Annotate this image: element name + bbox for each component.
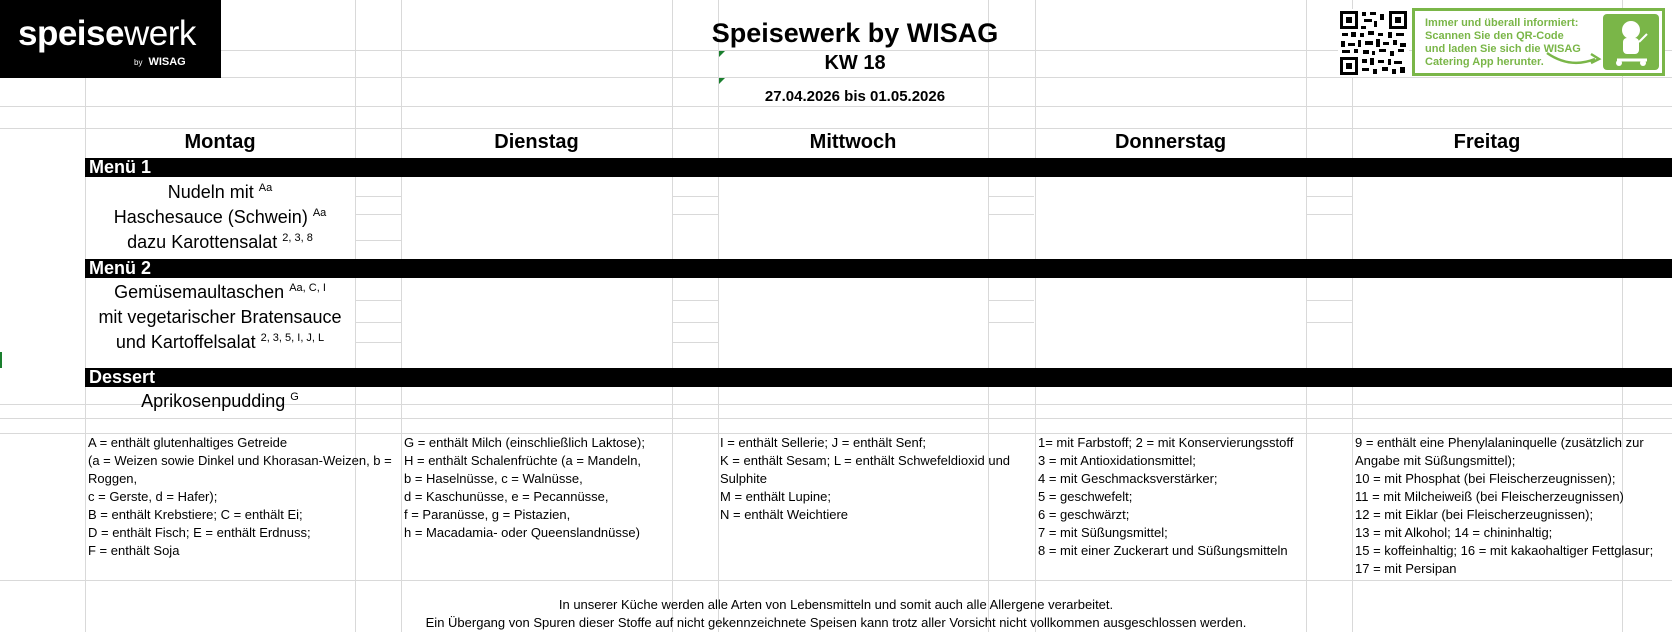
logo-sub: WISAG [148, 56, 186, 68]
logo-by: by [134, 58, 143, 67]
dish-menu-1-monday [85, 180, 355, 255]
dish-line: Nudeln mit $^{Aa}$ [167, 182, 273, 202]
dish-dessert-monday [85, 389, 355, 414]
row-selection-marker [0, 352, 2, 368]
app-mascot-icon [1603, 14, 1659, 70]
day-header-friday: Freitag [1453, 131, 1521, 153]
dish-line: dazu Karottensalat $^{2, 3, 8}$ [127, 232, 313, 252]
legend-col-allergens-g-h: G = enthält Milch (einschließlich Laktose); H = enthält Schalenfrüchte (a = Mandeln, b = Haselnüsse, c = Walnüsse, d = Kaschunüsse, e = Pecannüsse, f = Paranüsse, g = Pistazien, h = Macadamia- oder Queenslandnüsse) [404, 435, 645, 540]
comment-marker-icon [719, 78, 725, 84]
dish-line: Gemüsemaultaschen $^{Aa, C, I}$ [114, 282, 326, 302]
section-bar-dessert: Dessert [85, 368, 1672, 387]
allergen-note-line-1: In unserer Küche werden alle Arten von Lebensmitteln und somit auch alle Allergene verarbeitet. [558, 597, 1114, 612]
app-promo-text: Immer und überall informiert: Scannen Sie den QR-Code und laden Sie sich die WISAG Catering App herunter. [1425, 17, 1581, 68]
comment-marker-icon [719, 51, 725, 57]
legend-col-allergens-i-n: I = enthält Sellerie; J = enthält Senf; K = enthält Sesam; L = enthält Schwefeldioxid und Sulphite M = enthält Lupine; N = enthält Weichtiere [720, 435, 1011, 522]
dish-line: und Kartoffelsalat $^{2, 3, 5, I, J, L}$ [115, 332, 325, 352]
day-header-tuesday: Dienstag [494, 131, 579, 153]
dish-line: Haschesauce (Schwein) $^{Aa}$ [113, 207, 327, 227]
qr-code [1338, 9, 1409, 77]
legend-col-additives-1-8: 1= mit Farbstoff; 2 = mit Konservierungsstoff 3 = mit Antioxidationsmittel; 4 = mit Geschmacksverstärker; 5 = geschwefelt; 6 = geschwärzt; 7 = mit Süßungsmittel; 8 = mit einer Zuckerart und Süßungsmitteln [1038, 435, 1294, 558]
day-header-monday: Montag [184, 131, 256, 153]
dish-menu-2-monday [85, 280, 355, 355]
app-promo-box [1412, 8, 1665, 76]
speisewerk-logo [0, 0, 221, 78]
date-range: 27.04.2026 bis 01.05.2026 [764, 88, 946, 105]
curved-arrow-icon [1545, 49, 1605, 69]
logo-brand-bold: speise [18, 14, 124, 53]
section-bar-menu-1: Menü 1 [85, 158, 1672, 177]
legend-col-allergens-a-f: A = enthält glutenhaltiges Getreide (a = Weizen sowie Dinkel und Khorasan-Weizen, b = Roggen, c = Gerste, d = Hafer); B = enthält Krebstiere; C = enthält Ei; D = enthält Fisch; E = enthält Erdnuss; F = enthält Soja [88, 435, 392, 558]
logo-brand-light: werk [123, 14, 196, 53]
day-header-wednesday: Mittwoch [809, 131, 897, 153]
allergen-note-line-2: Ein Übergang von Spuren dieser Stoffe auf nicht gekennzeichnete Speisen kann trotz aller Vorsicht nicht vollkommen ausgeschlossen werden. [425, 615, 1247, 630]
page-title: Speisewerk by WISAG [711, 18, 999, 48]
dish-line: Aprikosenpudding $^G$ [141, 391, 299, 411]
legend-col-additives-9-17: 9 = enthält eine Phenylalaninquelle (zusätzlich zur Angabe mit Süßungsmittel); 10 = mit Phosphat (bei Fleischerzeugnissen); 11 = mit Milcheiweiß (bei Fleischerzeugnissen) 12 = mit Eiklar (bei Fleischerzeugnissen); 13 = mit Alkohol; 14 = chininhaltig; 15 = koffeinhaltig; 16 = mit kakaohaltiger Fettglasur; 17 = mit Persipan [1355, 435, 1654, 576]
day-header-thursday: Donnerstag [1114, 131, 1227, 153]
calendar-week: KW 18 [824, 52, 886, 74]
dish-line: mit vegetarischer Bratensauce [98, 307, 342, 327]
section-bar-menu-2: Menü 2 [85, 259, 1672, 278]
